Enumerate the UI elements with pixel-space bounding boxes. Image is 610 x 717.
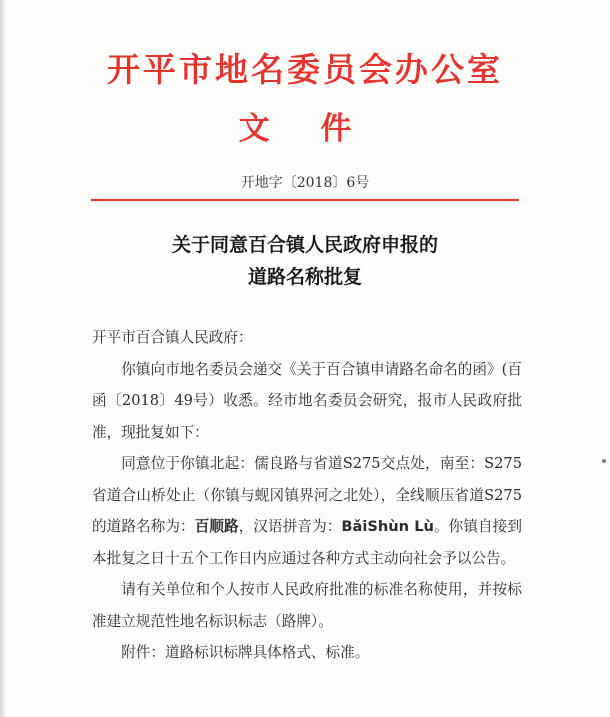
document-title <box>0 229 610 293</box>
paragraph-2-mid: ，汉语拼音为： <box>238 518 342 535</box>
paragraph-1: 你镇向市地名委员会递交《关于百合镇申请路名命名的函》(百函〔2018〕49号）收悉。经市地名委员会研究，报市人民政府批准，现批复如下： <box>92 360 522 441</box>
title-line-1: 关于同意百合镇人民政府申报的 <box>171 234 438 256</box>
paragraph-2-start: 同意位于你镇北起：儒良路与省道S275交点处，南至：S275省道合山桥处止（你镇与蚬冈镇界河之北处），全线顺压省道S275的道路名称为： <box>92 455 522 535</box>
paragraph-2 <box>92 448 522 574</box>
road-pinyin: BǎiShùn Lù <box>341 518 434 535</box>
document-body <box>92 322 522 669</box>
document-kind-heading: 文 件 <box>238 111 372 147</box>
title-line-2: 道路名称批复 <box>247 266 362 288</box>
paragraph-3: 请有关单位和个人按市人民政府批准的标准名称使用，并按标准建立规范性地名标识标志（路牌）。 <box>92 581 522 630</box>
attachment-note: 附件：道路标识标牌具体格式、标准。 <box>121 644 370 661</box>
scan-speck <box>602 459 606 463</box>
road-name: 百顺路 <box>194 518 239 535</box>
issuer-masthead: 开平市地名委员会办公室 <box>107 50 503 89</box>
paragraph-2-end: 。你镇自接到本批复之日十五个工作日内应通过各种方式主动向社会予以公告。 <box>92 518 522 567</box>
salutation: 开平市百合镇人民政府： <box>92 329 253 346</box>
document-number: 开地字〔2018〕6号 <box>240 175 370 191</box>
red-divider-rule <box>91 199 519 201</box>
